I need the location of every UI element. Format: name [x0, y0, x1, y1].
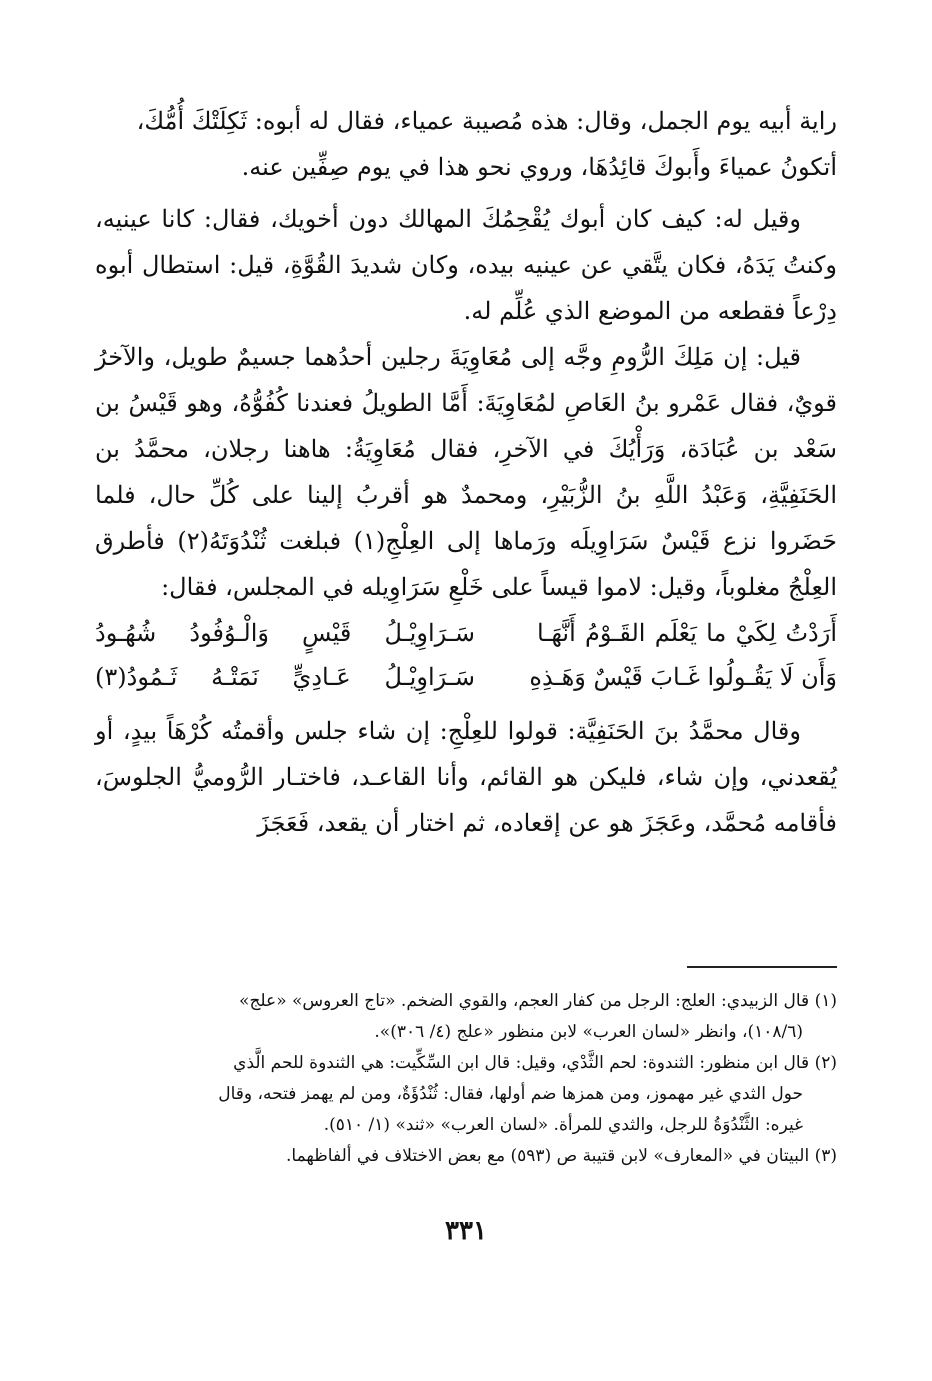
- verse-2-second-hemistich: سَـرَاوِيْـلُ عَـادِيٍّ نَمَتْـهُ ثَـمُودُ(٣): [95, 663, 475, 691]
- footnote-3: (٣) البيتان في «المعارف» لابن قتيبة ص (٥٩٣) مع بعض الاختلاف في ألفاظهما.: [286, 1146, 837, 1166]
- main-text: [95, 98, 837, 846]
- page-number: ٣٣١: [445, 1216, 487, 1246]
- footnotes: [95, 986, 837, 1172]
- paragraph-1-line-2: أتكونُ عمياءَ وأَبوكَ قائِدُهَا، وروي نحو هذا في يوم صِفِّين عنه.: [241, 153, 837, 181]
- verse-2-first-hemistich: وَأَن لَا يَقُـولُوا غَـابَ قَيْسٌ وَهَـذِهِ: [529, 663, 837, 691]
- footnote-2-line-2: حول الثدي غير مهموز، ومن همزها ضم أولها، فقال: ثُنْدُؤَةٌ، ومن لم يهمز فتحه، وقال: [218, 1084, 803, 1104]
- paragraph-1-line-1: راية أبيه يوم الجمل، وقال: هذه مُصيبة عمياء، فقال له أبوه: ثَكِلَتْكَ أُمُّكَ،: [136, 107, 837, 135]
- verse-2: [95, 654, 837, 700]
- paragraph-2: وقيل له: كيف كان أبوك يُقْحِمُكَ المهالك دون أخويك، فقال: كانا عينيه، وكنتُ يَدَهُ، فكان يتَّقي عن عينيه بيده، وكان شديدَ القُوَّةِ، قيل: استطال أبوه دِرْعاً فقطعه من الموضع الذي عُلِّم له.: [95, 205, 837, 325]
- paragraph-3: قيل: إن مَلِكَ الرُّومِ وجَّه إلى مُعَاوِيَةَ رجلين أحدُهما جسيمٌ طويل، والآخرُ قويٌ، فقال عَمْرو بنُ العَاصِ لمُعَاوِيَةَ: أَمَّا الطويلُ فعندنا كُفُوُّهُ، وهو قَيْسُ بن سَعْد بن عُبَادَة، وَرَأْيُكَ في الآخرِ، فقال مُعَاوِيَةُ: هاهنا رجلان، محمَّدُ بن الحَنَفِيَّةِ، وَعَبْدُ اللَّهِ بنُ الزُّبَيْرِ، ومحمدٌ هو أقربُ إلينا على كُلِّ حال، فلما حَضَروا نزع قَيْسٌ سَرَاوِيلَه ورَماها إلى العِلْجِ(١) فبلغت ثُنْدُوَتَهُ(٢) فأطرق العِلْجُ مغلوباً، وقيل: لاموا قيساً على خَلْعِ سَرَاوِيله في المجلس، فقال:: [95, 343, 837, 601]
- footnote-2-line-3: غيره: الثَّنْدُوَةُ للرجل، والثدي للمرأة. «لسان العرب» «ثند» (١/ ٥١٠).: [323, 1115, 803, 1135]
- verse-1: [95, 610, 837, 656]
- verse-1-second-hemistich: سَـرَاوِيْـلُ قَيْسٍ وَالْـوُفُودُ شُهُـودُ: [95, 619, 475, 647]
- paragraph-1: [95, 98, 837, 190]
- footnote-1-line-2: (١٠٨/٦)، وانظر «لسان العرب» لابن منظور «علج (٤/ ٣٠٦)».: [374, 1022, 803, 1042]
- footnote-separator: [687, 966, 837, 968]
- footnote-2-line-1: (٢) قال ابن منظور: الثندوة: لحم الثَّدْي، وقيل: قال ابن السِّكِّيت: هي الثندوة للحم الَّذي: [233, 1053, 837, 1073]
- poem: [95, 610, 837, 702]
- verse-1-first-hemistich: أَرَدْتُ لِكَيْ ما يَعْلَم القَـوْمُ أَنَّهَـا: [537, 619, 837, 647]
- footnote-1-line-1: (١) قال الزبيدي: العلج: الرجل من كفار العجم، والقوي الضخم. «تاج العروس» «علج»: [239, 991, 837, 1011]
- paragraph-4: وقال محمَّدُ بنَ الحَنَفِيَّة: قولوا للعِلْجِ: إن شاء جلس وأقمتُه كُرْهَاً بيدٍ، أو يُقعدني، وإن شاء، فليكن هو القائم، وأنا القاعـد، فاختـار الرُّوميُّ الجلوسَ، فأقامه مُحمَّد، وعَجَزَ هو عن إقعاده، ثم اختار أن يقعد، فَعَجَزَ: [95, 717, 837, 837]
